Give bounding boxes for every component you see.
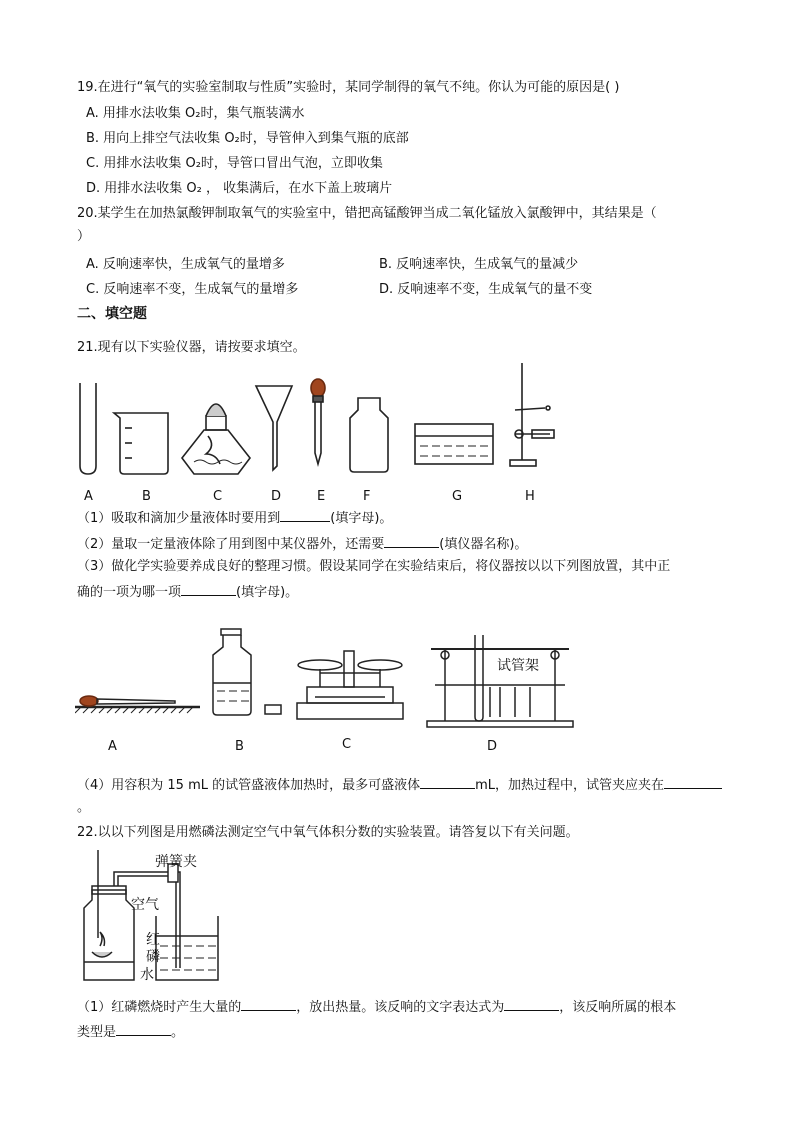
rack-label: 试管架 xyxy=(497,658,539,674)
q21-sub4 xyxy=(77,775,722,795)
gas-jar-icon xyxy=(84,890,134,980)
q20-stem-end: ） xyxy=(77,229,91,244)
q21-sub1-text: （1）吸取和滴加少量液体时要用到 xyxy=(77,511,281,526)
q21-sub4-end: 。 xyxy=(77,800,91,815)
q21-sub1 xyxy=(77,508,392,528)
q21-sub4-text: （4）用容积为 15 mL 的试管盛液体加热时，最多可盛液体 xyxy=(77,778,421,793)
q21-sub3-text: 确的一项为哪一项 xyxy=(77,585,182,600)
q22-sub1 xyxy=(77,997,676,1017)
beaker-icon xyxy=(114,413,168,474)
q21-sub4-blank-2[interactable] xyxy=(664,775,722,789)
funnel-icon xyxy=(256,386,292,470)
q21-sub2-hint: (填仪器名称)。 xyxy=(439,537,528,552)
q20-option-a[interactable]: A. 反响速率快，生成氧气的量增多 xyxy=(86,257,285,272)
balance-icon xyxy=(297,651,403,719)
q19-option-a[interactable]: A. 用排水法收集 O₂时，集气瓶装满水 xyxy=(86,106,305,121)
dropper-icon xyxy=(311,379,325,464)
q21-sub4-blank-1[interactable] xyxy=(420,775,475,789)
arrangement-label-a: A xyxy=(108,739,117,754)
q22-sub1-end: 。 xyxy=(171,1025,185,1040)
q21-sub3-hint: (填字母)。 xyxy=(236,585,299,600)
arrangement-label-c: C xyxy=(342,737,352,752)
q20-option-d[interactable]: D. 反响速率不变，生成氧气的量不变 xyxy=(379,282,593,297)
q21-sub3-line1: （3）做化学实验要养成良好的整理习惯。假设某同学在实验结束后，将仪器按以以下列图放置，其中正 xyxy=(77,559,671,574)
label-spring-clamp: 弹簧夹 xyxy=(155,854,197,870)
q22-sub1-text-3: ，该反响所属的根本 xyxy=(559,1000,677,1015)
q20-option-c[interactable]: C. 反响速率不变，生成氧气的量增多 xyxy=(86,282,299,297)
q21-sub3-blank[interactable] xyxy=(181,582,236,596)
label-red-phosphorus-2: 磷 xyxy=(146,949,160,965)
test-tube-icon xyxy=(80,383,96,474)
q19-option-b[interactable]: B. 用向上排空气法收集 O₂时，导管伸入到集气瓶的底部 xyxy=(86,131,409,146)
q21-sub2-blank[interactable] xyxy=(384,534,439,548)
open-reagent-bottle-icon xyxy=(213,629,281,715)
test-tube-rack-icon xyxy=(427,635,573,727)
q21-stem: 21.现有以下实验仪器，请按要求填空。 xyxy=(77,340,306,355)
instrument-figure xyxy=(70,358,560,478)
instrument-label-b: B xyxy=(142,489,151,504)
dropper-on-table-icon xyxy=(75,696,200,713)
arrangement-figure xyxy=(75,625,585,735)
instrument-label-e: E xyxy=(317,489,326,504)
q22-sub1-blank-1[interactable] xyxy=(241,997,296,1011)
q21-sub1-hint: (填字母)。 xyxy=(330,511,393,526)
q21-sub2 xyxy=(77,534,527,554)
label-water: 水 xyxy=(140,967,154,983)
q21-sub4-text-2: mL，加热过程中，试管夹应夹在 xyxy=(475,778,665,793)
iron-stand-icon xyxy=(510,363,554,466)
q21-sub1-blank[interactable] xyxy=(280,508,330,522)
label-red-phosphorus-1: 红 xyxy=(146,932,160,948)
label-air: 空气 xyxy=(131,897,159,913)
reagent-bottle-icon xyxy=(350,398,388,472)
q20-option-b[interactable]: B. 反响速率快，生成氧气的量减少 xyxy=(379,257,579,272)
section-title: 二、填空题 xyxy=(77,306,147,322)
q19-option-c[interactable]: C. 用排水法收集 O₂时，导管口冒出气泡，立即收集 xyxy=(86,156,383,171)
instrument-label-a: A xyxy=(84,489,93,504)
instrument-label-f: F xyxy=(363,489,371,504)
instrument-label-d: D xyxy=(271,489,282,504)
q20-stem: 20.某学生在加热氯酸钾制取氧气的实验室中，错把高锰酸钾当成二氧化锰放入氯酸钾中，其结果是（ xyxy=(77,206,657,221)
instrument-label-g: G xyxy=(452,489,463,504)
q21-sub3-line2 xyxy=(77,582,298,602)
q22-sub1-text-2: ，放出热量。该反响的文字表达式为 xyxy=(296,1000,505,1015)
q22-sub1-line2 xyxy=(77,1022,184,1042)
q22-sub1-blank-3[interactable] xyxy=(116,1022,171,1036)
q22-sub1-blank-2[interactable] xyxy=(504,997,559,1011)
q22-stem: 22.以以下列图是用燃磷法测定空气中氧气体积分数的实验装置。请答复以下有关问题。 xyxy=(77,825,579,840)
q19-option-d[interactable]: D. 用排水法收集 O₂ ， 收集满后，在水下盖上玻璃片 xyxy=(86,181,393,196)
q21-sub2-text: （2）量取一定量液体除了用到图中某仪器外，还需要 xyxy=(77,537,385,552)
water-trough-icon xyxy=(415,424,493,464)
q22-sub1-text-4: 类型是 xyxy=(77,1025,117,1040)
q22-sub1-text: （1）红磷燃烧时产生大量的 xyxy=(77,1000,242,1015)
instrument-label-c: C xyxy=(213,489,223,504)
alcohol-lamp-icon xyxy=(182,404,250,474)
instrument-label-h: H xyxy=(525,489,535,504)
q19-stem: 19.在进行“氧气的实验室制取与性质”实验时，某同学制得的氧气不纯。你认为可能的原因是( ) xyxy=(77,80,620,95)
arrangement-label-d: D xyxy=(487,739,498,754)
arrangement-label-b: B xyxy=(235,739,244,754)
